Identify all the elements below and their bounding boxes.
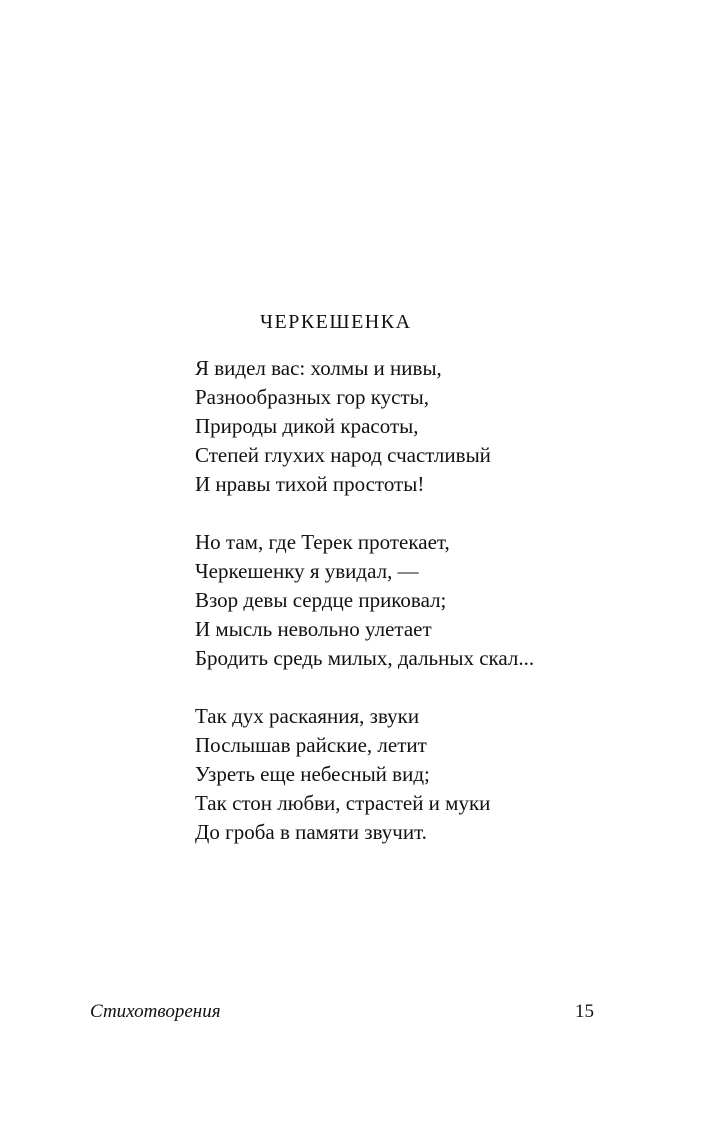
- poem-line: Природы дикой красоты,: [195, 414, 419, 438]
- stanza-1: [195, 354, 665, 499]
- poem-line: Я видел вас: холмы и нивы,: [195, 356, 442, 380]
- poem-title: ЧЕРКЕШЕНКА: [260, 311, 412, 333]
- poem-line: Степей глухих народ счастливый: [195, 443, 491, 467]
- poem-line: Послышав райские, летит: [195, 733, 427, 757]
- poem-line: И мысль невольно улетает: [195, 617, 432, 641]
- page-number: 15: [575, 1001, 594, 1022]
- poem-line: Но там, где Терек протекает,: [195, 530, 450, 554]
- poem-line: И нравы тихой простоты!: [195, 472, 425, 496]
- poem-line: Бродить средь милых, дальных скал...: [195, 646, 535, 670]
- poem-line: Взор девы сердце приковал;: [195, 588, 447, 612]
- poem-line: Так дух раскаяния, звуки: [195, 704, 420, 728]
- poem-line: Узреть еще небесный вид;: [195, 762, 430, 786]
- poem-line: Черкешенку я увидал, —: [195, 559, 419, 583]
- poem-line: До гроба в памяти звучит.: [195, 820, 427, 844]
- stanza-2: [195, 528, 665, 673]
- poem-line: Разнообразных гор кусты,: [195, 385, 430, 409]
- poem-body: [195, 354, 665, 876]
- stanza-3: [195, 702, 665, 847]
- running-footer-section: Стихотворения: [90, 1001, 221, 1022]
- poem-line: Так стон любви, страстей и муки: [195, 791, 491, 815]
